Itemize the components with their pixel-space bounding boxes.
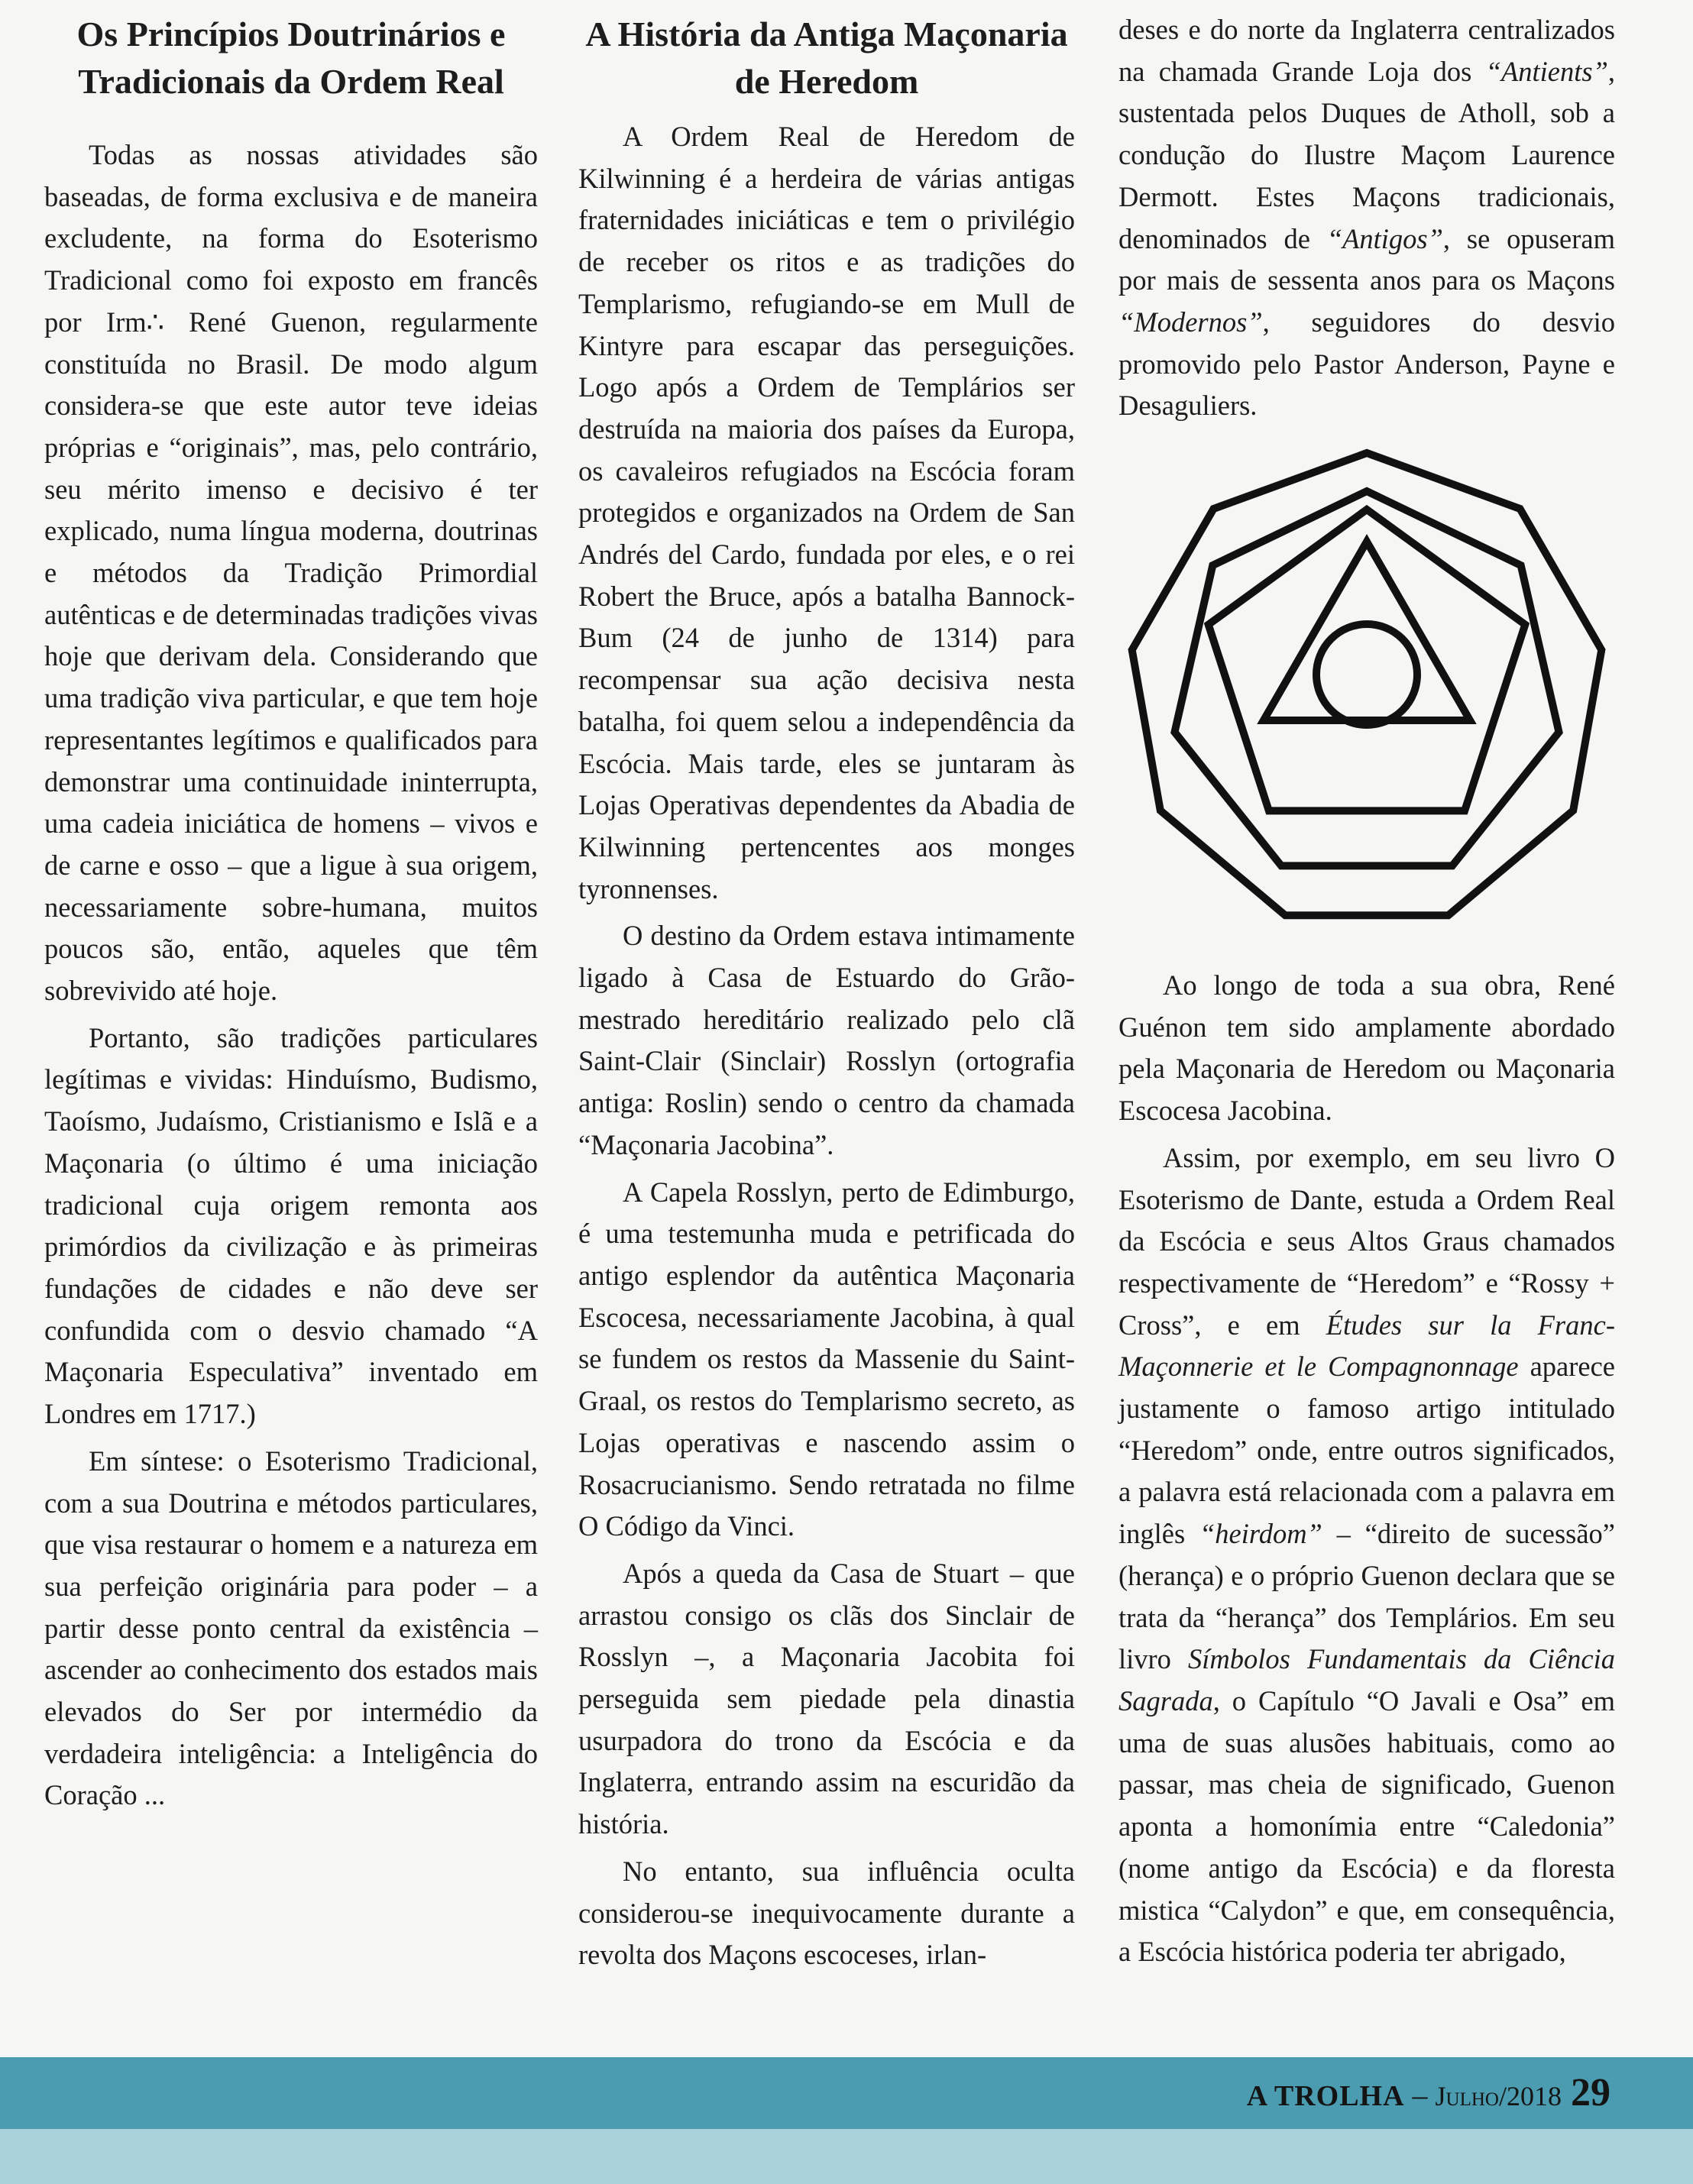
paragraph: Ao longo de toda a sua obra, René Guénon tem sido amplamente abordado pela Maçonaria de Heredom ou Maçonaria Escocesa Jacobina. [1118, 969, 1615, 1127]
text-run: , sustentada pelos Duques de Atholl, sob a condução do Ilustre Maçom Laurence Dermott. Estes Maçons tradicionais, denominados de [1118, 55, 1615, 254]
article-title-principios: Os Princípios Doutrinários e Tradicionais da Ordem Real [76, 15, 506, 101]
pentagon-shape [1209, 510, 1526, 811]
paragraph [1118, 1137, 1615, 1973]
nonagon-shape [1132, 453, 1602, 915]
page-number: 29 [1571, 2071, 1610, 2114]
text-run: Assim, por exemplo, em seu livro O Esoterismo de Dante, estuda a Ordem Real da Escócia e seus Altos Graus chamados respectivamente de “Heredom” e “Rossy + Cross”, e em [1118, 1141, 1615, 1341]
nested-polygons-symbol-icon [1127, 447, 1607, 934]
italic-run: “heirdom” [1199, 1518, 1322, 1550]
paragraph: Todas as nossas atividades são baseadas, de forma exclusiva e de maneira excludente, na forma do Esoterismo Tradicional como foi exposto em francês por Irm∴ René Guenon, regularmente constituída no Brasil. De modo algum considera-se que este autor teve ideias próprias e “originais”, mas, pelo contrário, seu mérito imenso e decisivo é ter explicado, numa língua moderna, doutrinas e métodos da Tradição Primordial autênticas e de determinadas tradições vivas hoje que derivam dela. Considerando que uma tradição viva particular, e que tem hoje representantes legítimos e qualificados para demonstrar uma continuidade ininterrupta, uma cadeia iniciática de homens – vivos e de carne e osso – que a ligue à sua origem, necessariamente sobre-humana, muitos poucos são, então, aqueles que têm sobrevivido até hoje. [44, 139, 538, 1007]
paragraph: O destino da Ordem estava intimamente ligado à Casa de Estuardo do Grão-mestrado hereditário realizado pelo clã Saint-Clair (Sinclair) Rosslyn (ortografia antiga: Roslin) sendo o centro da chamada “Maçonaria Jacobina”. [578, 920, 1075, 1160]
column-3 [1118, 9, 1615, 1979]
footer-dash: – [1404, 2078, 1436, 2112]
text-run: aparece justamente o famoso artigo intitulado “Heredom” onde, entre outros significados, a palavra está relacionada com a palavra em inglês [1118, 1351, 1615, 1550]
italic-run: “Antigos” [1326, 222, 1443, 254]
paragraph: A Ordem Real de Heredom de Kilwinning é a herdeira de várias antigas fraternidades iniciáticas e tem o privilégio de receber os ritos e as tradições do Templarismo, refugiando-se em Mull de Kintyre para escapar das perseguições. Logo após a Ordem de Templários ser destruída na maioria dos países da Europa, os cavaleiros refugiados na Escócia foram protegidos e organizados na Ordem de San Andrés del Cardo, fundada por eles, e o rei Robert the Bruce, após a batalha Bannock-Bum (24 de junho de 1314) para recompensar sua ação decisiva nesta batalha, foi quem selou a independência da Escócia. Mais tarde, eles se juntaram às Lojas Operativas dependentes da Abadia de Kilwinning pertencentes aos monges tyronnenses. [578, 121, 1075, 904]
italic-run: Études sur la Franc-Maçonnerie et le Compagnonnage [1118, 1309, 1615, 1383]
italic-run: “Antients” [1485, 55, 1608, 87]
paragraph: A Capela Rosslyn, perto de Edimburgo, é uma testemunha muda e petrificada do antigo esplendor da autêntica Maçonaria Escocesa, necessariamente Jacobina, à qual se fundem os restos da Massenie du Saint-Graal, os restos do Templarismo secreto, as Lojas operativas e nascendo assim o Rosacrucianismo. Sendo retratada no filme O Código da Vinci. [578, 1176, 1075, 1542]
text-run: deses e do norte da Inglaterra centralizados na chamada Grande Loja dos [1118, 14, 1615, 87]
text-run: – “direito de sucessão” (herança) e o próprio Guenon declara que se trata da “herança” dos Templários. Em seu livro [1118, 1518, 1616, 1675]
italic-run: Símbolos Fundamentais da Ciência Sagrada [1118, 1643, 1616, 1716]
triangle-shape [1264, 542, 1470, 720]
issue-date: Julho/2018 [1435, 2081, 1562, 2111]
paragraph: Após a queda da Casa de Stuart – que arrastou consigo os clãs dos Sinclair de Rosslyn –, a Maçonaria Jacobita foi perseguida sem piedade pela dinastia usurpadora do trono da Escócia e da Inglaterra, entrando assim na escuridão da história. [578, 1557, 1075, 1840]
article-title-historia: A História da Antiga Maçonaria de Heredom [585, 15, 1068, 101]
inner-circle-shape [1316, 624, 1417, 725]
text-run: , o Capítulo “O Javali e Osa” em uma de suas alusões habituais, como ao passar, mas cheia de significado, Guenon aponta a homonímia entre “Caledonia” (nome antigo da Escócia) e da floresta mistica “Calydon” e que, em consequência, a Escócia histórica poderia ter abrigado, [1118, 1684, 1615, 1968]
column-1 [44, 11, 538, 1822]
paragraph [1118, 9, 1615, 427]
text-run: , se opuseram por mais de sessenta anos para os Maçons [1118, 222, 1616, 296]
text-run: , seguidores do desvio promovido pelo Pastor Anderson, Payne e Desaguliers. [1118, 306, 1615, 422]
italic-run: “Modernos” [1118, 306, 1263, 338]
magazine-name: A TROLHA [1246, 2080, 1405, 2112]
column-2 [578, 11, 1075, 1982]
footer-light-band [0, 2129, 1693, 2184]
page-footer [1246, 2071, 1610, 2114]
paragraph: Portanto, são tradições particulares legítimas e vividas: Hinduísmo, Budismo, Taoísmo, Judaísmo, Cristianismo e Islã e a Maçonaria (o último é uma iniciação tradicional cuja origem remonta aos primórdios da civilização e às primeiras fundações de cidades e não deve ser confundida com o desvio chamado “A Maçonaria Especulativa” inventado em Londres em 1717.) [44, 1021, 538, 1430]
paragraph: Em síntese: o Esoterismo Tradicional, com a sua Doutrina e métodos particulares, que visa restaurar o homem e a natureza em sua perfeição originária para poder – a partir desse ponto central da existência – ascender ao conhecimento dos estados mais elevados do Ser por intermédio da verdadeira inteligência: a Inteligência do Coração ... [44, 1445, 538, 1811]
paragraph: No entanto, sua influência oculta considerou-se inequivocamente durante a revolta dos Maçons escoceses, irlan- [578, 1855, 1075, 1971]
